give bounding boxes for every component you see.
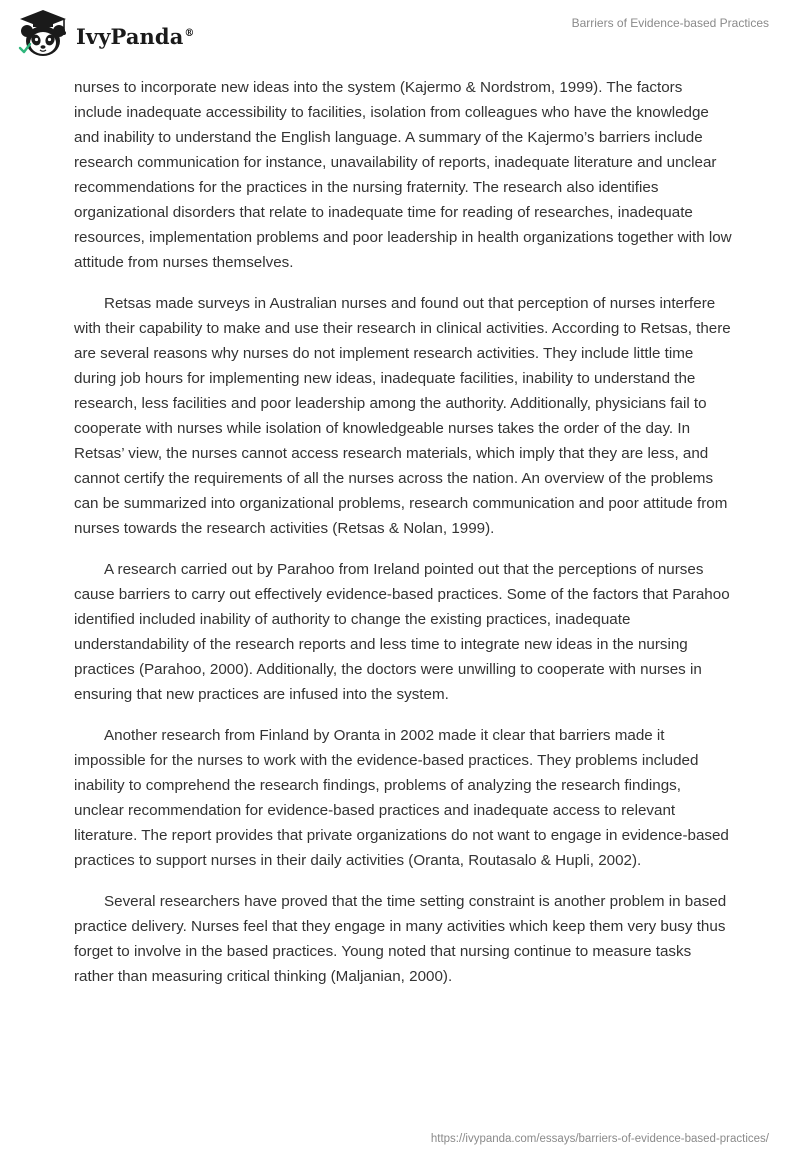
ivypanda-logo[interactable]: [14, 8, 195, 60]
essay-body: [74, 75, 734, 1005]
paragraph-2: Retsas made surveys in Australian nurses and found out that perception of nurses interfere with their capability to make and use their research in clinical activities. According to Retsas, there are several reasons why nurses do not implement research activities. They include little time during job hours for implementing new ideas, inadequate facilities, inability to understand the research, less facilities and poor leadership among the authority. Additionally, physicians fail to cooperate with nurses while isolation of knowledgeable nurses takes the order of the day. In Retsas’ view, the nurses cannot access research materials, which imply that they are less, and cannot certify the requirements of all the nurses across the nation. An overview of the problems can be summarized into organizational problems, research communication and poor attitude from nurses towards the research activities (Retsas & Nolan, 1999).: [74, 295, 731, 537]
panda-logo-icon: [14, 8, 72, 60]
paragraph-3: A research carried out by Parahoo from Ireland pointed out that the perceptions of nurses cause barriers to carry out effectively evidence-based practices. Some of the factors that Parahoo identified included inability of authority to change the existing practices, inadequate understandability of the research reports and less time to integrate new ideas in the nursing practices (Parahoo, 2000). Additionally, the doctors were unwilling to cooperate with nurses in ensuring that new practices are infused into the system.: [74, 561, 730, 703]
document-title: Barriers of Evidence-based Practices: [571, 16, 769, 30]
logo-text: IvyPanda®: [76, 23, 195, 49]
source-url[interactable]: https://ivypanda.com/essays/barriers-of-evidence-based-practices/: [430, 1133, 769, 1145]
paragraph-1: nurses to incorporate new ideas into the system (Kajermo & Nordstrom, 1999). The factors include inadequate accessibility to facilities, isolation from colleagues who have the knowledge and inability to understand the English language. A summary of the Kajermo’s barriers include research communication for instance, unavailability of reports, inadequate literature and unclear recommendations for the practices in the nursing fraternity. The research also identifies organizational disorders that relate to inadequate time for reading of researches, inadequate resources, implementation problems and poor leadership in health organizations together with low attitude from nurses themselves.: [74, 79, 732, 271]
page-header: [0, 0, 800, 70]
paragraph-4: Another research from Finland by Oranta in 2002 made it clear that barriers made it impossible for the nurses to work with the evidence-based practices. They problems included inability to comprehend the research findings, problems of analyzing the research findings, unclear recommendation for evidence-based practices and inadequate access to relevant literature. The report provides that private organizations do not want to engage in evidence-based practices to support nurses in their daily activities (Oranta, Routasalo & Hupli, 2002).: [74, 727, 729, 869]
registered-mark: ®: [184, 27, 195, 39]
paragraph-5: Several researchers have proved that the time setting constraint is another problem in based practice delivery. Nurses feel that they engage in many activities which keep them very busy thus forget to involve in the based practices. Young noted that nursing continue to measure tasks rather than measuring critical thinking (Maljanian, 2000).: [74, 893, 727, 985]
